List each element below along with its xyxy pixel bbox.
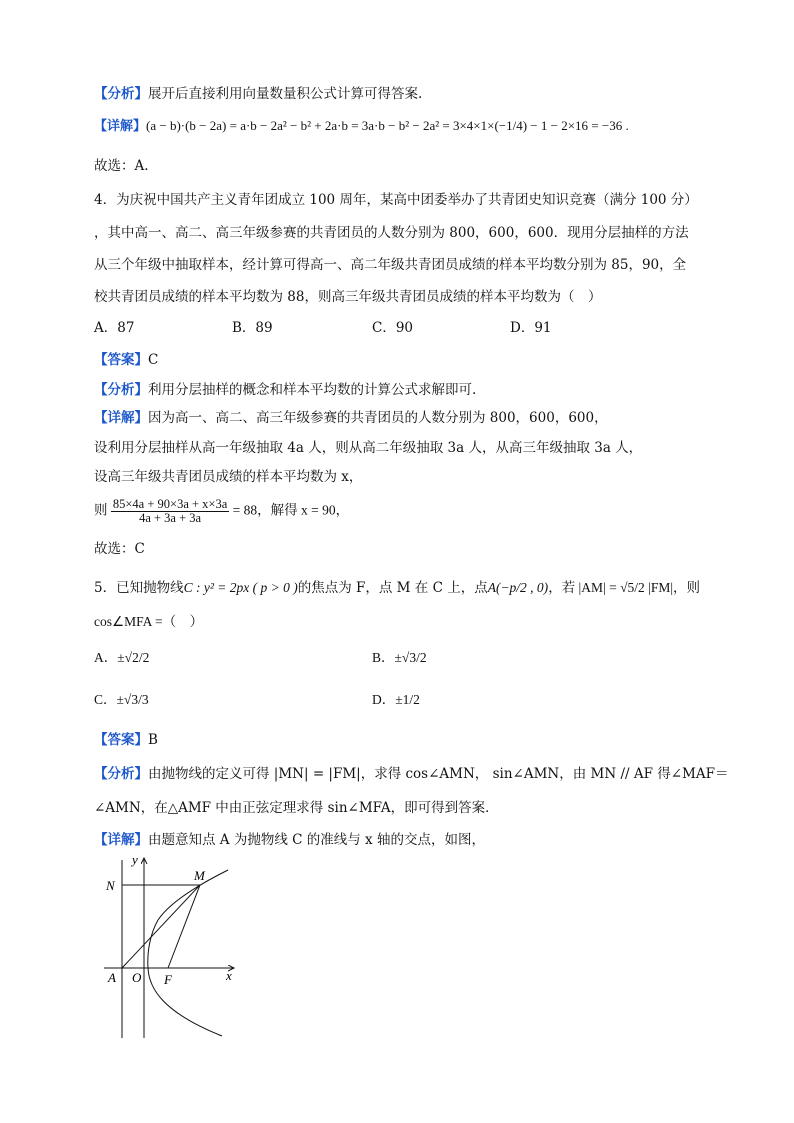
q5-detail — [94, 830, 485, 850]
q5-analysis-2: ∠AMN，在△AMF 中由正弦定理求得 sin∠MFA，即可得到答案． — [94, 800, 499, 816]
q4-detail-1 — [94, 408, 608, 428]
fraction-numerator: 85×4a + 90×3a + x×3a — [112, 497, 228, 511]
answer-value: B — [148, 732, 158, 748]
q4-analysis — [94, 380, 476, 400]
q3-analysis — [94, 84, 422, 104]
stem-prefix: 5．已知抛物线 — [94, 580, 184, 596]
q5-analysis-1 — [94, 764, 729, 784]
q4-stem-1: 4．为庆祝中国共产主义青年团成立 100 周年，某高中团委举办了共青团史知识竞赛（满分 100 分） — [94, 192, 698, 208]
q5-stem-1 — [94, 578, 700, 598]
fraction-denominator: 4a + 3a + 3a — [139, 511, 202, 525]
segment-am — [122, 885, 200, 968]
answer-value: C — [148, 352, 159, 368]
q4-stem-2: ，其中高一、高二、高三年级参赛的共青团员的人数分别为 800，600，600．现用分层抽样的方法 — [94, 225, 689, 241]
label-m: M — [194, 868, 205, 883]
q5-option-c: C．±√3/3 — [94, 692, 149, 707]
answer-tag: 【答案】 — [94, 352, 148, 368]
stem-point-a: A(−p/2 , 0) — [487, 580, 549, 595]
stem-curve: C : y² = 2px ( p > 0 ) — [183, 580, 298, 595]
label-x: x — [226, 968, 232, 983]
analysis-tag: 【分析】 — [94, 86, 148, 102]
detail-result: = 88，解得 x = 90， — [232, 502, 350, 518]
analysis-text: 利用分层抽样的概念和样本平均数的计算公式求解即可. — [148, 382, 477, 398]
label-n: N — [106, 878, 115, 893]
detail-tag: 【详解】 — [94, 832, 148, 848]
q4-option-b: B．89 — [232, 320, 273, 336]
q4-option-c: C．90 — [372, 320, 414, 336]
q5-answer — [94, 730, 158, 750]
q4-stem-3: 从三个年级中抽取样本，经计算可得高一、高二年级共青团员成绩的样本平均数分别为 85，90，全 — [94, 257, 687, 273]
answer-tag: 【答案】 — [94, 732, 148, 748]
detail-tag: 【详解】 — [94, 119, 147, 134]
analysis-text: 展开后直接利用向量数量积公式计算可得答案. — [148, 86, 423, 102]
detail-text: 由题意知点 A 为抛物线 C 的准线与 x 轴的交点，如图， — [148, 832, 485, 848]
detail-tag: 【详解】 — [94, 410, 148, 426]
q5-option-b: B．±√3/2 — [372, 650, 427, 665]
analysis-tag: 【分析】 — [94, 766, 148, 782]
stem-condition: ，若 |AM| = √5/2 |FM|，则 — [548, 580, 701, 595]
label-o: O — [132, 970, 142, 985]
q4-answer — [94, 350, 158, 370]
analysis-tag: 【分析】 — [94, 382, 148, 398]
q4-detail-4 — [94, 498, 349, 525]
q3-detail — [94, 116, 629, 137]
q4-stem-4: 校共青团员成绩的样本平均数为 88，则高三年级共青团员成绩的样本平均数为（ ） — [94, 289, 602, 305]
parabola-figure — [100, 852, 260, 1042]
parabola-curve — [148, 870, 228, 1036]
q3-choice: 故选：A. — [94, 158, 149, 174]
q4-detail-2: 设利用分层抽样从高一年级抽取 4a 人，则从高二年级抽取 3a 人，从高三年级抽取 3a 人， — [94, 440, 643, 456]
q4-option-a: A．87 — [94, 320, 135, 336]
detail-prefix: 则 — [94, 502, 108, 518]
q5-option-a: A．±√2/2 — [94, 650, 150, 665]
mean-fraction — [111, 498, 229, 525]
detail-text: 因为高一、高二、高三年级参赛的共青团员的人数分别为 800，600，600， — [148, 410, 608, 426]
analysis-text: 由抛物线的定义可得 |MN| = |FM|，求得 cos∠AMN， sin∠AMN，由 MN // AF 得∠MAF＝ — [148, 766, 729, 782]
stem-middle: 的焦点为 F，点 M 在 C 上，点 — [297, 580, 488, 596]
label-a: A — [108, 970, 116, 985]
q4-choice: 故选：C — [94, 541, 145, 557]
q4-option-d: D．91 — [510, 320, 552, 336]
q4-detail-3: 设高三年级共青团员成绩的样本平均数为 x， — [94, 469, 363, 485]
detail-formula: (a − b)·(b − 2a) = a·b − 2a² − b² + 2a·b = 3a·b − b² − 2a² = 3×4×1×(−1/4) − 1 − 2×16 = −36 . — [146, 118, 629, 133]
label-y: y — [132, 852, 138, 867]
segment-fm — [168, 885, 200, 968]
q5-stem-2: cos∠MFA =（ ） — [94, 614, 204, 629]
label-f: F — [164, 972, 172, 987]
q5-option-d: D．±1/2 — [372, 692, 420, 707]
